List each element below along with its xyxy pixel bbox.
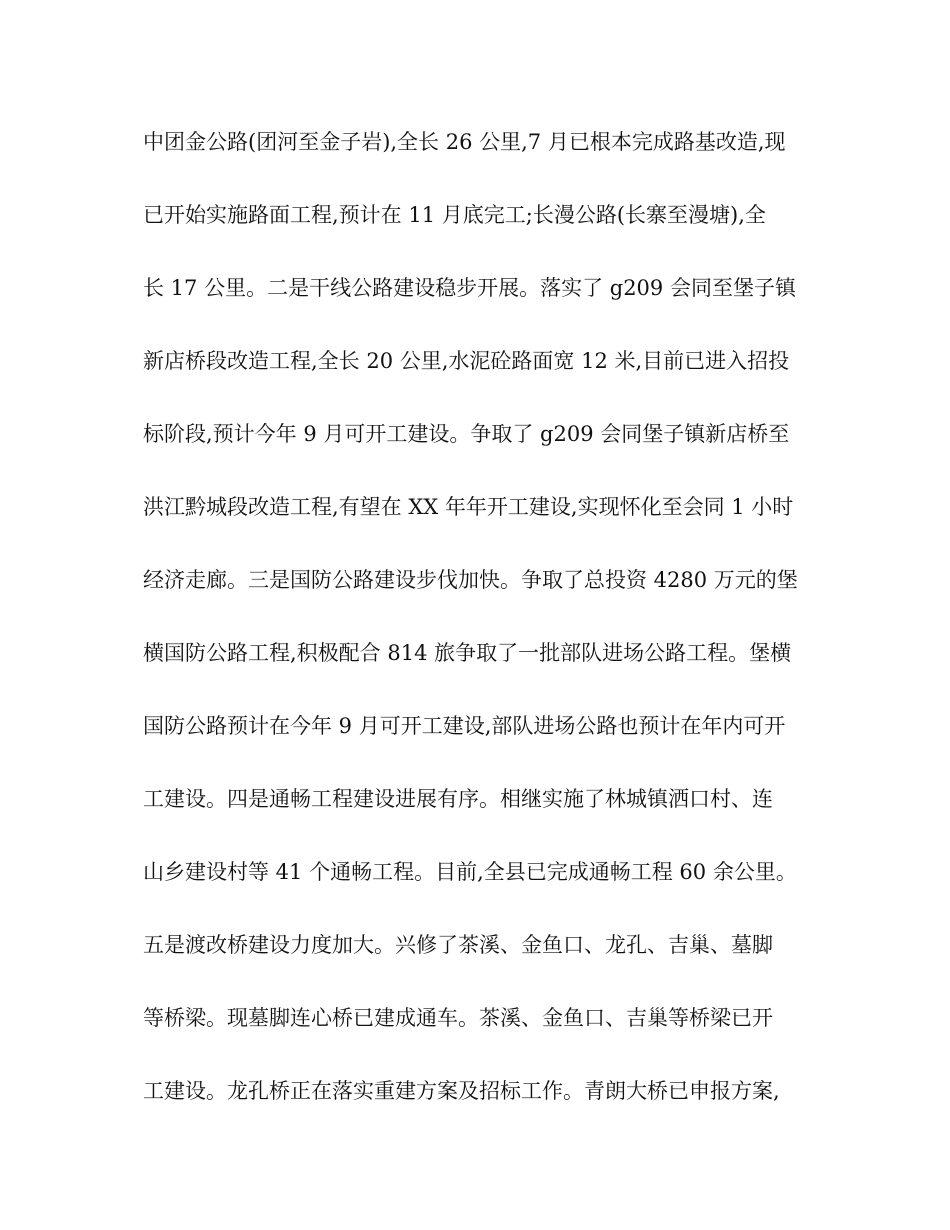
text-line-8: 横国防公路工程,积极配合 814 旅争取了一批部队进场公路工程。堡横: [143, 641, 792, 665]
text-line-2: 已开始实施路面工程,预计在 11 月底完工;长漫公路(长寨至漫塘),全: [143, 203, 766, 227]
text-line-12: 五是渡改桥建设力度加大。兴修了茶溪、金鱼口、龙孔、吉巢、墓脚: [143, 933, 773, 957]
text-line-11: 山乡建设村等 41 个通畅工程。目前,全县已完成通畅工程 60 余公里。: [143, 860, 797, 884]
text-line-1: 中团金公路(团河至金子岩),全长 26 公里,7 月已根本完成路基改造,现: [143, 130, 786, 154]
text-line-4: 新店桥段改造工程,全长 20 公里,水泥砼路面宽 12 米,目前已进入招投: [143, 349, 790, 373]
text-line-7: 经济走廊。三是国防公路建设步伐加快。争取了总投资 4280 万元的堡: [143, 568, 798, 592]
text-line-9: 国防公路预计在今年 9 月可开工建设,部队进场公路也预计在年内可开: [143, 714, 786, 738]
text-line-14: 工建设。龙孔桥正在落实重建方案及招标工作。青朗大桥已申报方案,: [143, 1079, 780, 1103]
text-line-13: 等桥梁。现墓脚连心桥已建成通车。茶溪、金鱼口、吉巢等桥梁已开: [143, 1006, 773, 1030]
text-line-6: 洪江黔城段改造工程,有望在 XX 年年开工建设,实现怀化至会同 1 小时: [143, 495, 794, 519]
text-line-5: 标阶段,预计今年 9 月可开工建设。争取了 g209 会同堡子镇新店桥至: [143, 422, 790, 446]
text-line-10: 工建设。四是通畅工程建设进展有序。相继实施了林城镇洒口村、连: [143, 787, 773, 811]
body-text: [143, 122, 813, 1144]
text-line-3: 长 17 公里。二是干线公路建设稳步开展。落实了 g209 会同至堡子镇: [143, 276, 796, 300]
